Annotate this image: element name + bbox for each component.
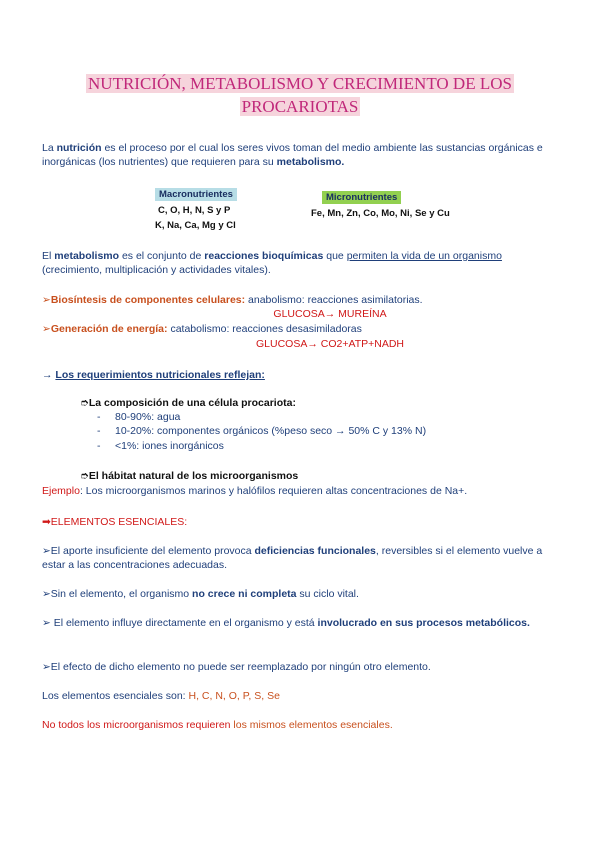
bold-text: no crece ni completa xyxy=(192,588,297,600)
biosynthesis-formula: GLUCOSA→ MUREÍNA xyxy=(273,308,387,320)
energy-text: catabolismo: reacciones desasimiladoras xyxy=(167,323,362,335)
essential-item-3 xyxy=(42,616,562,630)
dash: - xyxy=(97,425,101,437)
list-item-text: <1%: iones inorgánicos xyxy=(115,440,224,452)
text: es el proceso por el cual los seres vivos toman del medio ambiente las sustancias orgánicas e inorgánicas (los nutrientes) que requieren para su xyxy=(42,142,543,168)
arrow-icon: ➢ xyxy=(42,294,51,306)
example-line xyxy=(42,484,562,498)
list-item xyxy=(97,411,180,423)
text: , reversibles si el elemento vuelve a estar a las concentraciones adecuadas. xyxy=(42,545,543,571)
habitat-heading xyxy=(80,469,600,483)
text: Los elementos esenciales son: xyxy=(42,690,189,702)
text: su ciclo vital. xyxy=(296,588,359,600)
elements-values: H, C, N, O, P, S, Se xyxy=(188,690,280,702)
macronutrients-line-2: K, Na, Ca, Mg y Cl xyxy=(155,220,236,231)
micronutrients-label: Micronutrientes xyxy=(322,191,401,204)
text: ➢El aporte insuficiente del elemento provoca xyxy=(42,545,255,557)
essential-item-1 xyxy=(42,544,562,572)
text: El xyxy=(42,250,55,262)
page-title xyxy=(60,72,540,118)
essential-item-2 xyxy=(42,587,562,601)
energy-label: Generación de energía: xyxy=(50,323,168,335)
macronutrients-line-1: C, O, H, N, S y P xyxy=(158,205,231,216)
text: La xyxy=(42,142,57,154)
list-item-text: 80-90%: agua xyxy=(115,411,181,423)
bold-text: deficiencias funcionales xyxy=(254,545,376,557)
requirements-heading xyxy=(42,368,562,382)
example-label: Ejemplo xyxy=(42,485,80,497)
biosynthesis-label: Biosíntesis de componentes celulares: xyxy=(50,294,246,306)
text: que xyxy=(323,250,347,262)
nutrition-paragraph xyxy=(42,141,562,169)
list-item-text: 10-20%: componentes orgánicos (%peso seco → 50% C y 13% N) xyxy=(115,425,427,437)
requirements-heading-text: Los requerimientos nutricionales reflejan: xyxy=(55,369,265,381)
title-line-1: NUTRICIÓN, METABOLISMO Y CRECIMIENTO DE LOS xyxy=(88,74,512,93)
biosynthesis-text: anabolismo: reacciones asimilatorias. xyxy=(245,294,423,306)
highlight-text: los mismos elementos esenciales. xyxy=(233,719,393,731)
dash: - xyxy=(97,440,101,452)
bullet-icon: ➮ xyxy=(80,470,89,482)
essentials-heading: ➡ELEMENTOS ESENCIALES: xyxy=(42,516,188,528)
biosynthesis-line xyxy=(42,293,562,307)
list-item xyxy=(97,440,224,452)
habitat-heading-text: El hábitat natural de los microorganismos xyxy=(88,470,299,482)
metabolism-term: metabolismo. xyxy=(276,156,345,168)
bold-text: involucrado en sus procesos metabólicos. xyxy=(317,617,530,629)
list-item xyxy=(97,425,426,437)
text: ➢ El elemento influye directamente en el organismo y está xyxy=(42,617,318,629)
arrow-icon: → xyxy=(42,369,56,381)
nutrition-term: nutrición xyxy=(56,142,102,154)
biochemical-reactions-term: reacciones bioquímicas xyxy=(204,250,324,262)
metabolism-paragraph xyxy=(42,249,562,277)
closing-line xyxy=(42,718,562,732)
energy-formula: GLUCOSA→ CO2+ATP+NADH xyxy=(255,338,404,350)
metabolism-term: metabolismo xyxy=(54,250,120,262)
example-text: : Los microorganismos marinos y halófilos requieren altas concentraciones de Na+. xyxy=(79,485,468,497)
title-line-2: PROCARIOTAS xyxy=(241,97,359,116)
composition-heading-text: La composición de una célula procariota: xyxy=(88,397,296,409)
essential-item-4: ➢El efecto de dicho elemento no puede ser reemplazado por ningún otro elemento. xyxy=(42,661,431,673)
micronutrients-line-1: Fe, Mn, Zn, Co, Mo, Ni, Se y Cu xyxy=(311,208,450,219)
underlined-text: permiten la vida de un organismo xyxy=(346,250,502,262)
text: es el conjunto de xyxy=(119,250,205,262)
macronutrients-label: Macronutrientes xyxy=(155,188,237,201)
arrow-icon: ➢ xyxy=(42,323,51,335)
composition-heading xyxy=(80,396,600,410)
text: No todos los microorganismos requieren xyxy=(42,719,234,731)
bullet-icon: ➮ xyxy=(80,397,89,409)
essential-elements-list xyxy=(42,689,562,703)
text: ➢Sin el elemento, el organismo xyxy=(42,588,193,600)
dash: - xyxy=(97,411,101,423)
text: (crecimiento, multiplicación y actividades vitales). xyxy=(42,264,271,276)
energy-line xyxy=(42,322,562,336)
